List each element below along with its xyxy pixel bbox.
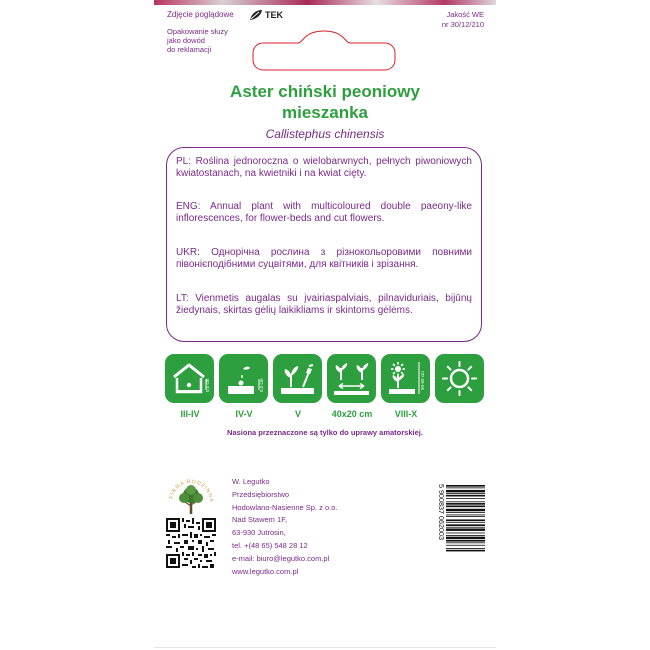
barcode-bar — [446, 487, 485, 488]
complaint-note-line: jako dowód — [167, 36, 205, 45]
quality-line: nr 30/12/210 — [441, 20, 484, 29]
planting-out-month: V — [294, 409, 301, 419]
barcode-bar — [446, 498, 485, 499]
leaf-icon — [249, 9, 263, 21]
barcode-bar — [446, 503, 485, 505]
barcode-bar — [446, 524, 485, 526]
tek-logo — [249, 9, 283, 21]
company-line: Przedsiębiorstwo — [232, 489, 290, 499]
barcode-bar — [446, 515, 485, 516]
packet-bottom-edge — [154, 647, 496, 648]
barcode-bar — [446, 533, 485, 534]
complaint-note — [167, 27, 257, 54]
barcode-bar — [446, 522, 485, 523]
badge-text: FIRMA RODZINNA — [168, 478, 215, 503]
barcode-bar — [446, 495, 485, 497]
quality-note — [442, 10, 484, 30]
barcode-bar — [446, 550, 485, 552]
product-photo-strip — [154, 0, 496, 5]
company-address — [232, 476, 337, 578]
company-line: Hodowlano-Nasienne Sp. z o.o. — [232, 502, 338, 512]
direct-sowing-months: IV-V — [235, 409, 253, 419]
barcode-bar — [446, 506, 485, 508]
flowering-height-icon — [381, 354, 430, 403]
sowing-under-cover-icon — [165, 354, 214, 403]
company-street: Nad Stawem 1F, — [232, 515, 288, 525]
barcode-bar — [446, 485, 485, 487]
barcode-bar — [446, 548, 485, 549]
description-ukr: UKR: Однорічна рослина з різнокольоровими повними півонієподібними суцвітями, для квітників і зрізання. — [176, 247, 472, 270]
barcode-digits: 5 900837 062003 — [437, 484, 446, 540]
family-company-badge — [164, 476, 218, 518]
title-line-2: mieszanka — [282, 103, 368, 122]
barcode-bar — [446, 519, 485, 521]
company-city: 63-930 Jutrosin, — [232, 528, 286, 538]
barcode-bar — [446, 490, 485, 492]
direct-sowing-depth-label: 0,5 cm — [259, 378, 264, 392]
quality-line: Jakość WE — [446, 10, 484, 19]
barcode-bar — [446, 537, 485, 539]
barcode-bar — [446, 509, 485, 511]
title-line-1: Aster chiński peoniowy — [230, 82, 420, 101]
ean-barcode — [436, 484, 486, 570]
product-title — [154, 81, 496, 123]
barcode-bar — [446, 542, 485, 543]
description-pl: PL: Roślina jednoroczna o wielobarwnych, pełnych piwoniowych kwiatostanach, na kwietniki i na kwiat cięty. — [176, 156, 472, 179]
cultivation-labels — [165, 409, 485, 421]
description-lt: LT: Vienmetis augalas su įvairiaspalviais, pilnavidurіais, bijūnų žiedynais, skirtas gėlių laikikliams ir skintoms gėlėms. — [176, 293, 472, 316]
barcode-bar — [446, 528, 485, 530]
plant-spacing: 40x20 cm — [331, 409, 373, 419]
company-email: e-mail: biuro@legutko.com.pl — [232, 553, 330, 563]
company-phone: tel. +(48 65) 548 28 12 — [232, 540, 308, 550]
amateur-use-note: Nasiona przeznaczone są tylko do uprawy amatorskiej. — [227, 428, 423, 437]
tek-logo-text: TEK — [265, 10, 283, 20]
barcode-bar — [446, 493, 485, 494]
latin-name: Callistephus chinensis — [265, 127, 385, 141]
sowing-under-cover-months: III-IV — [180, 409, 200, 419]
description-box — [166, 147, 482, 342]
spacing-icon — [327, 354, 376, 403]
complaint-note-line: Opakowanie służy — [167, 27, 228, 36]
complaint-note-line: do reklamacji — [167, 45, 212, 54]
barcode-bar — [446, 512, 485, 513]
cultivation-icons — [165, 354, 485, 404]
seed-packet-back — [154, 0, 496, 650]
barcode-bar — [446, 527, 485, 528]
planting-out-icon — [273, 354, 322, 403]
qr-code — [166, 518, 216, 568]
flowering-months: VIII-X — [394, 409, 418, 419]
company-name: W. Legutko — [232, 477, 270, 486]
barcode-bar — [446, 535, 485, 536]
barcode-bar — [446, 540, 485, 542]
illustrative-photo-label: Zdjęcie poglądowe — [167, 10, 234, 19]
sowing-depth-label: 0,5 cm — [205, 378, 210, 392]
sowing-direct-icon — [219, 354, 268, 403]
full-sun-icon — [435, 354, 484, 403]
barcode-bar — [446, 545, 485, 546]
company-website: www.legutko.com.pl — [232, 566, 299, 576]
barcode-bar — [446, 516, 485, 517]
barcode-bar — [446, 501, 485, 502]
hang-hole-outline — [247, 30, 401, 72]
description-en: ENG: Annual plant with multicoloured double paeony-like inflorescences, for flower-beds and cut flowers. — [176, 201, 472, 224]
plant-height-label: 50-60 cm — [420, 371, 425, 390]
